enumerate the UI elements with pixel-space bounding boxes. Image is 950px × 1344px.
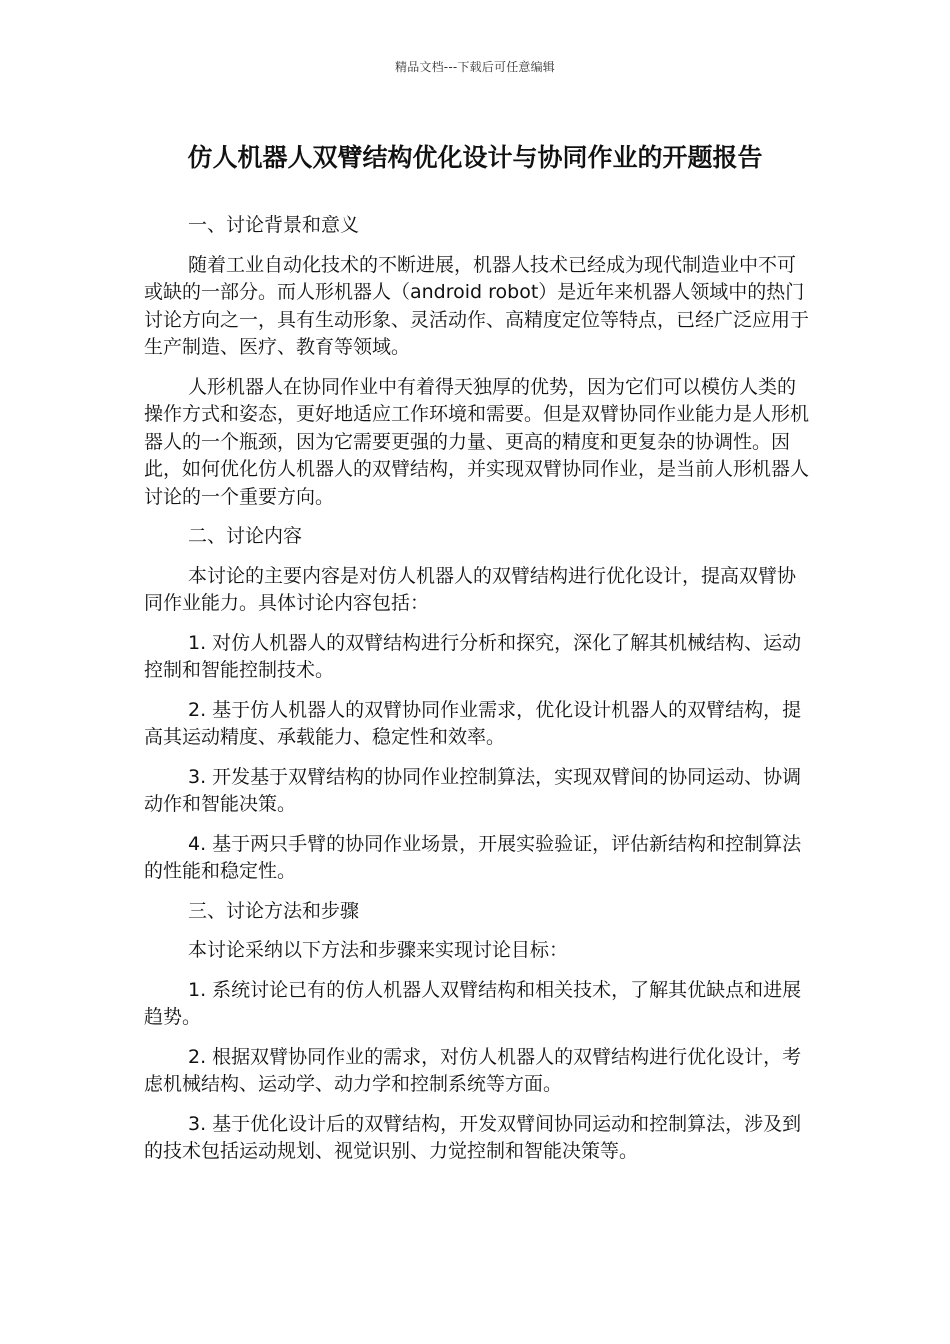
paragraph: 本讨论采纳以下方法和步骤来实现讨论目标： xyxy=(188,939,569,961)
paragraph: 人形机器人在协同作业中有着得天独厚的优势，因为它们可以模仿人类的操作方式和姿态，更好地适应工作环境和需要。但是双臂协同作业能力是人形机器人的一个瓶颈，因为它需要更强的力量、更高的精度和更复杂的协调性。因此，如何优化仿人机器人的双臂结构，并实现双臂协同作业，是当前人形机器人讨论的一个重要方向。 xyxy=(144,375,810,508)
paragraph: 本讨论的主要内容是对仿人机器人的双臂结构进行优化设计，提高双臂协同作业能力。具体讨论内容包括： xyxy=(144,564,797,614)
section-heading-content: 二、讨论内容 xyxy=(188,525,303,547)
list-item: 1. 系统讨论已有的仿人机器人双臂结构和相关技术，了解其优缺点和进展趋势。 xyxy=(144,978,802,1028)
list-item: 3. 开发基于双臂结构的协同作业控制算法，实现双臂间的协同运动、协调动作和智能决策。 xyxy=(144,765,802,815)
section-heading-methods: 三、讨论方法和步骤 xyxy=(188,899,360,922)
list-item: 4. 基于两只手臂的协同作业场景，开展实验验证，评估新结构和控制算法的性能和稳定性。 xyxy=(144,832,802,882)
list-item: 1. 对仿人机器人的双臂结构进行分析和探究，深化了解其机械结构、运动控制和智能控制技术。 xyxy=(144,631,802,681)
paragraph: 随着工业自动化技术的不断进展，机器人技术已经成为现代制造业中不可或缺的一部分。而人形机器人（android robot）是近年来机器人领域中的热门讨论方向之一，具有生动形象、灵活动作、高精度定位等特点，已经广泛应用于生产制造、医疗、教育等领域。 xyxy=(144,253,810,358)
document-title: 仿人机器人双臂结构优化设计与协同作业的开题报告 xyxy=(187,143,763,172)
section-heading-background: 一、讨论背景和意义 xyxy=(188,214,360,236)
list-item: 2. 基于仿人机器人的双臂协同作业需求，优化设计机器人的双臂结构，提高其运动精度、承载能力、稳定性和效率。 xyxy=(144,698,802,748)
list-item: 2. 根据双臂协同作业的需求，对仿人机器人的双臂结构进行优化设计，考虑机械结构、运动学、动力学和控制系统等方面。 xyxy=(144,1045,802,1095)
header-note: 精品文档---下载后可任意编辑 xyxy=(395,60,555,74)
document-body xyxy=(144,212,810,1178)
list-item: 3. 基于优化设计后的双臂结构，开发双臂间协同运动和控制算法，涉及到的技术包括运动规划、视觉识别、力觉控制和智能决策等。 xyxy=(144,1112,802,1162)
